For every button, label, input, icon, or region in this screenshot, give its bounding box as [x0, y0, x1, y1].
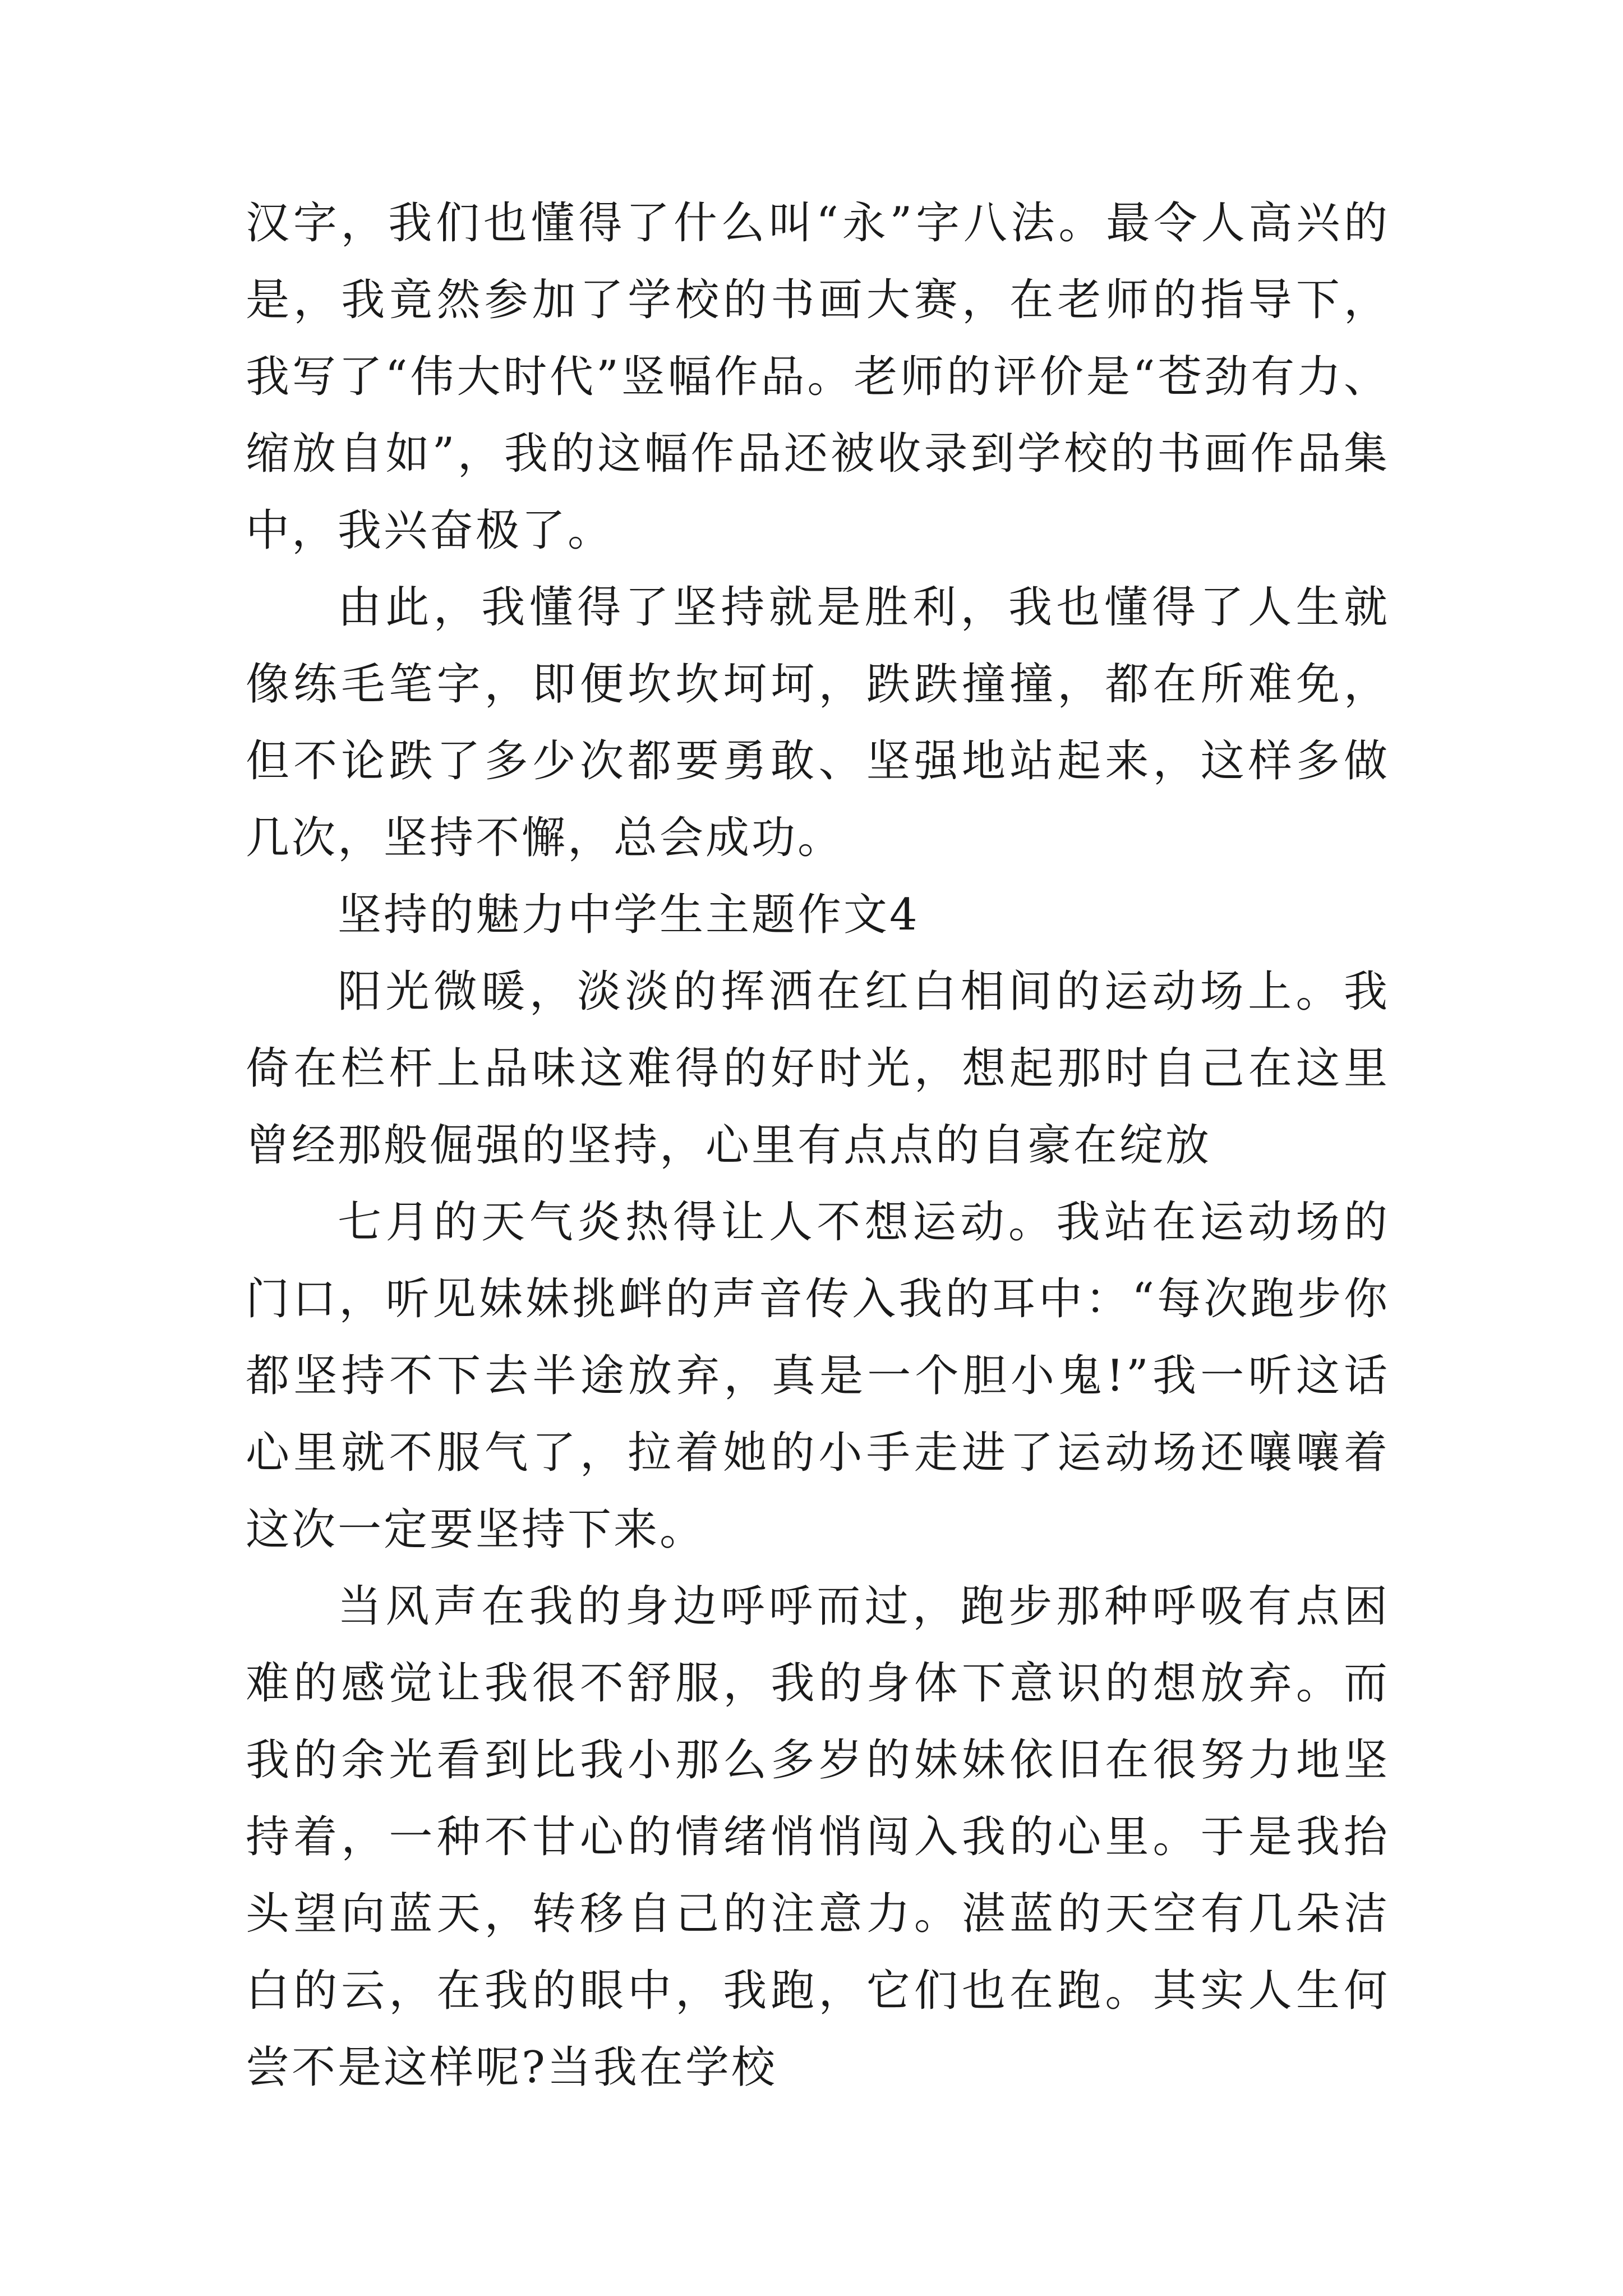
paragraph-intro: 阳光微暖，淡淡的挥洒在红白相间的运动场上。我倚在栏杆上品味这难得的好时光，想起那时自己在这里曾经那般倔强的坚持，心里有点点的自豪在绽放	[246, 967, 1390, 1171]
paragraph-running: 当风声在我的身边呼呼而过，跑步那种呼吸有点困难的感觉让我很不舒服，我的身体下意识的想放弃。而我的余光看到比我小那么多岁的妹妹依旧在很努力地坚持着，一种不甘心的情绪悄悄闯入我的心里。于是我抬头望向蓝天，转移自己的注意力。湛蓝的天空有几朵洁白的云，在我的眼中，我跑，它们也在跑。其实人生何尝不是这样呢?当我在学校	[246, 1581, 1390, 2093]
section-heading: 坚持的魅力中学生主题作文4	[338, 890, 920, 940]
document-body	[246, 185, 1390, 2106]
paragraph-continued: 汉字，我们也懂得了什么叫“永”字八法。最令人高兴的是，我竟然参加了学校的书画大赛，在老师的指导下，我写了“伟大时代”竖幅作品。老师的评价是“苍劲有力、缩放自如”，我的这幅作品还被收录到学校的书画作品集中，我兴奋极了。	[246, 198, 1390, 556]
paragraph-story: 七月的天气炎热得让人不想运动。我站在运动场的门口，听见妹妹挑衅的声音传入我的耳中：“每次跑步你都坚持不下去半途放弃，真是一个胆小鬼!”我一听这话心里就不服气了，拉着她的小手走进了运动场还嚷嚷着这次一定要坚持下来。	[246, 1197, 1390, 1555]
paragraph-conclusion: 由此，我懂得了坚持就是胜利，我也懂得了人生就像练毛笔字，即便坎坎坷坷，跌跌撞撞，都在所难免，但不论跌了多少次都要勇敢、坚强地站起来，这样多做几次，坚持不懈，总会成功。	[246, 582, 1390, 863]
